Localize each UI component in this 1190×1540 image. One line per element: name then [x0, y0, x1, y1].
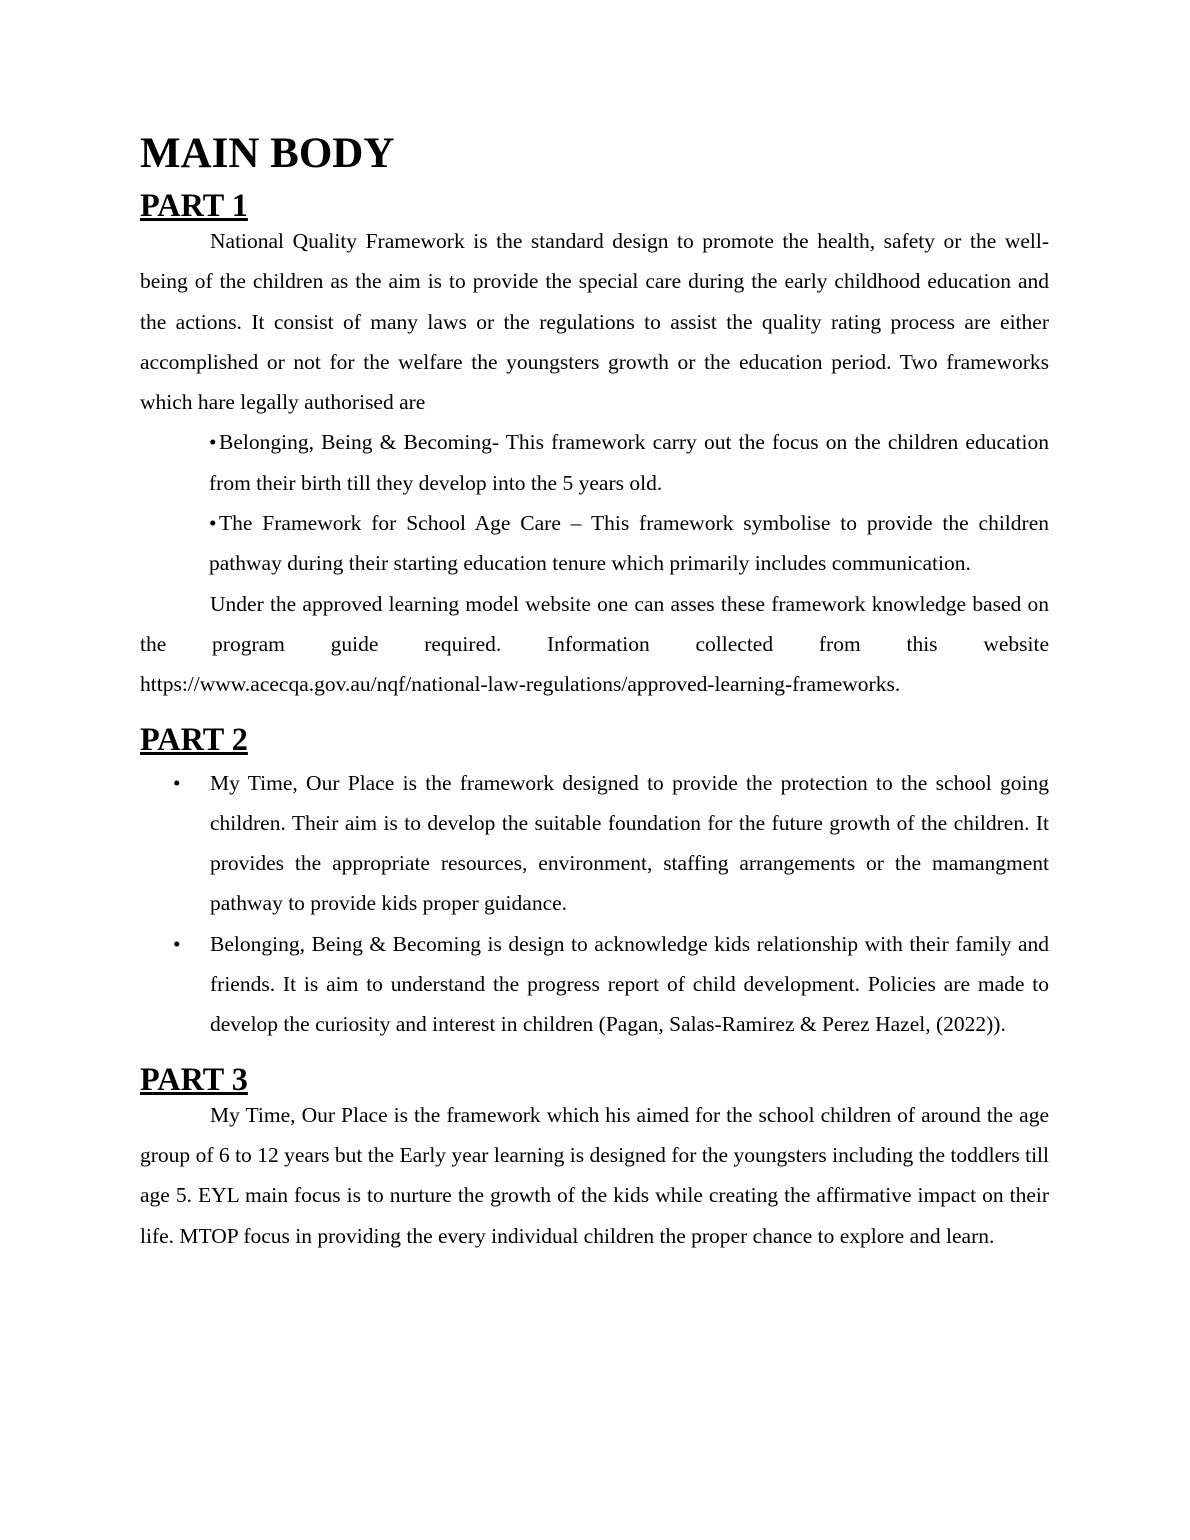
- bullet-icon: •: [209, 430, 217, 455]
- part-3-paragraph: My Time, Our Place is the framework which his aimed for the school children of around the age group of 6 to 12 years but the Early year learning is designed for the youngsters including the toddlers till age 5. EYL main focus is to nurture the growth of the kids while creating the affirmative impact on their life. MTOP focus in providing the every individual children the proper chance to explore and learn.: [140, 1102, 1049, 1248]
- list-item: [140, 924, 1049, 1045]
- bullet-icon: •: [173, 770, 181, 795]
- bullet-icon: •: [173, 931, 181, 956]
- bullet-text: Belonging, Being & Becoming is design to acknowledge kids relationship with their family and friends. It is aim to understand the progress report of child development. Policies are made to develop the curiosity and interest in children (Pagan, Salas-Ramirez & Perez Hazel, (2022)).: [210, 931, 1049, 1037]
- part-3-heading: PART 3: [140, 1060, 248, 1097]
- part-1-closing-paragraph: Under the approved learning model website one can asses these framework knowledge based on the program guide required. Information collected from this website https://www.acecqa.gov.au/nqf/national-law-regulations/approved-learning-frameworks.: [140, 591, 1049, 697]
- list-item: [140, 763, 1049, 924]
- part-1-heading: PART 1: [140, 187, 248, 223]
- part-2-heading: PART 2: [140, 720, 248, 757]
- bullet-text: The Framework for School Age Care – This framework symbolise to provide the children pathway during their starting education tenure which primarily includes communication.: [209, 511, 1049, 576]
- document-page: [140, 130, 1049, 1256]
- part-1-section: [140, 189, 1049, 705]
- part-1-intro-paragraph: National Quality Framework is the standard design to promote the health, safety or the well-being of the children as the aim is to provide the special care during the early childhood education and the actions. It consist of many laws or the regulations to assist the quality rating process are either accomplished or not for the welfare the youngsters growth or the education period. Two frameworks which hare legally authorised are: [140, 229, 1049, 415]
- list-item: [209, 422, 1049, 503]
- list-item: [209, 503, 1049, 584]
- part-3-section: [140, 1060, 1049, 1256]
- bullet-text: Belonging, Being & Becoming- This framework carry out the focus on the children education from their birth till they develop into the 5 years old.: [209, 430, 1049, 495]
- part-2-section: [140, 720, 1049, 1045]
- main-body-title: MAIN BODY: [140, 130, 395, 177]
- bullet-icon: •: [209, 511, 217, 536]
- bullet-text: My Time, Our Place is the framework designed to provide the protection to the school going children. Their aim is to develop the suitable foundation for the future growth of the children. It provides the appropriate resources, environment, staffing arrangements or the mamangment pathway to provide kids proper guidance.: [210, 770, 1049, 916]
